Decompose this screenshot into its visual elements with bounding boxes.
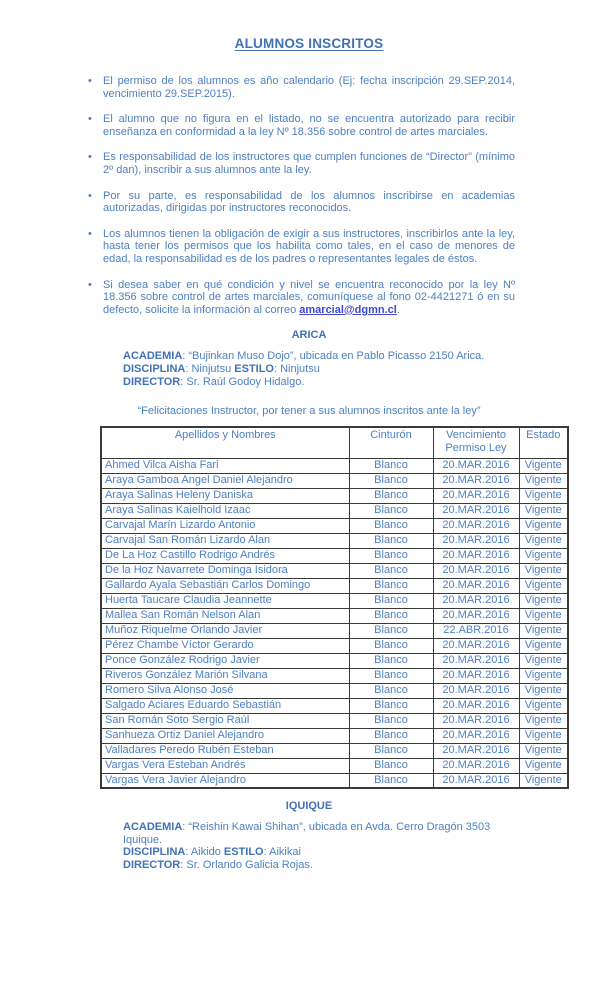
cell-name: Valladares Peredo Rubén Esteban <box>101 743 349 758</box>
disciplina-label: DISCIPLINA <box>123 846 186 859</box>
cell-name: Riveros González Marión Silvana <box>101 668 349 683</box>
cell-name: San Román Soto Sergio Raúl <box>101 713 349 728</box>
cell-name: Araya Salinas Heleny Daniska <box>101 488 349 503</box>
cell-status: Vigente <box>519 563 568 578</box>
cell-name: Sanhueza Ortiz Daniel Alejandro <box>101 728 349 743</box>
bullet-item: • Los alumnos tienen la obligación de exigir a sus instructores, inscribirlos ante la ley, hasta tener los permisos que los habilita como tales, en el caso de menores de edad, la responsabilidad es de los padres o representantes legales de éstos. <box>103 228 515 266</box>
cell-expiry: 20.MAR.2016 <box>433 728 519 743</box>
director-text: : Sr. Orlando Galicia Rojas. <box>180 858 313 871</box>
table-row <box>101 653 568 668</box>
cell-belt: Blanco <box>349 758 433 773</box>
disciplina-text: : Aikido <box>185 846 224 859</box>
estilo-text: : Ninjutsu <box>274 362 320 375</box>
cell-name: Vargas Vera Javier Alejandro <box>101 773 349 788</box>
table-row <box>101 683 568 698</box>
table-row <box>101 713 568 728</box>
estilo-label: ESTILO <box>234 362 274 375</box>
col-header-vencimiento: Vencimiento Permiso Ley <box>433 427 519 458</box>
table-row <box>101 503 568 518</box>
cell-expiry: 20.MAR.2016 <box>433 773 519 788</box>
director-line <box>123 376 515 389</box>
cell-expiry: 20.MAR.2016 <box>433 743 519 758</box>
cell-status: Vigente <box>519 638 568 653</box>
cell-belt: Blanco <box>349 713 433 728</box>
col-header-estado: Estado <box>519 427 568 458</box>
cell-belt: Blanco <box>349 638 433 653</box>
cell-expiry: 20.MAR.2016 <box>433 593 519 608</box>
table-row <box>101 698 568 713</box>
cell-status: Vigente <box>519 473 568 488</box>
cell-name: De la Hoz Navarrete Dominga Isidora <box>101 563 349 578</box>
cell-belt: Blanco <box>349 563 433 578</box>
table-row <box>101 473 568 488</box>
cell-belt: Blanco <box>349 668 433 683</box>
section-heading-arica: ARICA <box>291 329 327 342</box>
table-row <box>101 608 568 623</box>
cell-belt: Blanco <box>349 683 433 698</box>
cell-belt: Blanco <box>349 653 433 668</box>
bullet-list <box>103 75 515 316</box>
cell-expiry: 20.MAR.2016 <box>433 683 519 698</box>
cell-belt: Blanco <box>349 698 433 713</box>
cell-name: Vargas Vera Esteban Andrés <box>101 758 349 773</box>
cell-name: Araya Gamboa Angel Daniel Alejandro <box>101 473 349 488</box>
table-row <box>101 638 568 653</box>
cell-belt: Blanco <box>349 728 433 743</box>
academy-info-iquique <box>123 821 515 871</box>
cell-status: Vigente <box>519 518 568 533</box>
cell-expiry: 20.MAR.2016 <box>433 758 519 773</box>
bullet-text: Si desea saber en qué condición y nivel se encuentra reconocido por la ley Nº 18.356 sobre control de artes marciales, comuníquese al fono 02-4421271 ó en su defecto, solicite la información al correo <box>103 278 515 316</box>
estilo-label: ESTILO <box>223 846 264 859</box>
cell-status: Vigente <box>519 593 568 608</box>
bullet-item: • El alumno que no figura en el listado, no se encuentra autorizado para recibir enseñanza en conformidad a la ley Nº 18.356 sobre control de artes marciales. <box>103 113 515 138</box>
cell-belt: Blanco <box>349 608 433 623</box>
table-row <box>101 758 568 773</box>
bullet-text: . <box>396 303 400 316</box>
cell-belt: Blanco <box>349 623 433 638</box>
table-row <box>101 563 568 578</box>
academia-label: ACADEMIA <box>123 350 183 363</box>
cell-name: Romero Silva Alonso José <box>101 683 349 698</box>
cell-status: Vigente <box>519 488 568 503</box>
cell-expiry: 20.MAR.2016 <box>433 503 519 518</box>
cell-expiry: 20.MAR.2016 <box>433 563 519 578</box>
table-header-row <box>101 427 568 458</box>
cell-status: Vigente <box>519 623 568 638</box>
cell-name: Muñoz Riquelme Orlando Javier <box>101 623 349 638</box>
cell-name: Araya Salinas Kaielhold Izaac <box>101 503 349 518</box>
table-row <box>101 743 568 758</box>
academia-label: ACADEMIA <box>123 821 183 834</box>
cell-status: Vigente <box>519 533 568 548</box>
table-row <box>101 773 568 788</box>
table-row <box>101 488 568 503</box>
cell-status: Vigente <box>519 683 568 698</box>
cell-expiry: 20.MAR.2016 <box>433 533 519 548</box>
students-table-arica <box>100 426 569 789</box>
cell-status: Vigente <box>519 743 568 758</box>
cell-belt: Blanco <box>349 773 433 788</box>
cell-name: Gallardo Ayala Sebastián Carlos Domingo <box>101 578 349 593</box>
table-row <box>101 728 568 743</box>
cell-belt: Blanco <box>349 458 433 473</box>
academia-line <box>123 821 515 846</box>
table-row <box>101 458 568 473</box>
cell-belt: Blanco <box>349 593 433 608</box>
cell-status: Vigente <box>519 578 568 593</box>
cell-name: Carvajal Marín Lizardo Antonio <box>101 518 349 533</box>
cell-expiry: 20.MAR.2016 <box>433 578 519 593</box>
table-row <box>101 668 568 683</box>
table-row <box>101 623 568 638</box>
academia-line <box>123 350 515 363</box>
cell-expiry: 20.MAR.2016 <box>433 548 519 563</box>
cell-status: Vigente <box>519 668 568 683</box>
academy-info-arica <box>123 350 515 388</box>
cell-expiry: 20.MAR.2016 <box>433 668 519 683</box>
estilo-text: : Aikikai <box>263 846 301 859</box>
cell-expiry: 20.MAR.2016 <box>433 653 519 668</box>
cell-belt: Blanco <box>349 533 433 548</box>
instructor-quote: “Felicitaciones Instructor, por tener a sus alumnos inscritos ante la ley” <box>137 405 481 418</box>
cell-name: Huerta Taucare Claudia Jeannette <box>101 593 349 608</box>
director-label: DIRECTOR <box>123 858 181 871</box>
cell-name: Ahmed Vilca Aisha Fari <box>101 458 349 473</box>
cell-expiry: 22.ABR.2016 <box>433 623 519 638</box>
cell-expiry: 20.MAR.2016 <box>433 518 519 533</box>
disciplina-text: : Ninjutsu <box>185 362 235 375</box>
cell-expiry: 20.MAR.2016 <box>433 473 519 488</box>
bullet-item: • El permiso de los alumnos es año calendario (Ej: fecha inscripción 29.SEP.2014, vencimiento 29.SEP.2015). <box>103 75 515 100</box>
cell-name: Mallea San Román Nelson Alan <box>101 608 349 623</box>
table-body <box>101 458 568 788</box>
col-header-nombres: Apellidos y Nombres <box>101 427 349 458</box>
director-line <box>123 859 515 872</box>
cell-expiry: 20.MAR.2016 <box>433 458 519 473</box>
cell-expiry: 20.MAR.2016 <box>433 608 519 623</box>
page-title: ALUMNOS INSCRITOS <box>234 36 384 51</box>
cell-status: Vigente <box>519 608 568 623</box>
cell-status: Vigente <box>519 728 568 743</box>
bullet-item: • Por su parte, es responsabilidad de los alumnos inscribirse en academias autorizadas, dirigidas por instructores reconocidos. <box>103 190 515 215</box>
director-label: DIRECTOR <box>123 375 181 388</box>
cell-belt: Blanco <box>349 578 433 593</box>
cell-status: Vigente <box>519 548 568 563</box>
cell-status: Vigente <box>519 503 568 518</box>
cell-belt: Blanco <box>349 503 433 518</box>
cell-name: Carvajal San Román Lizardo Alan <box>101 533 349 548</box>
cell-status: Vigente <box>519 458 568 473</box>
cell-belt: Blanco <box>349 743 433 758</box>
cell-status: Vigente <box>519 653 568 668</box>
cell-belt: Blanco <box>349 548 433 563</box>
cell-status: Vigente <box>519 758 568 773</box>
director-text: : Sr. Raúl Godoy Hidalgo. <box>180 375 305 388</box>
cell-expiry: 20.MAR.2016 <box>433 638 519 653</box>
cell-belt: Blanco <box>349 473 433 488</box>
cell-status: Vigente <box>519 773 568 788</box>
table-row <box>101 533 568 548</box>
table-row <box>101 518 568 533</box>
cell-name: Salgado Aciares Eduardo Sebastián <box>101 698 349 713</box>
academia-text: : “Reishin Kawai Shihan”, ubicada en Avda. Cerro Dragón 3503 Iquique. <box>123 821 491 846</box>
cell-name: Pérez Chambe Víctor Gerardo <box>101 638 349 653</box>
cell-expiry: 20.MAR.2016 <box>433 488 519 503</box>
cell-belt: Blanco <box>349 518 433 533</box>
section-heading-iquique: IQUIQUE <box>285 800 333 813</box>
bullet-item <box>103 279 515 317</box>
cell-expiry: 20.MAR.2016 <box>433 713 519 728</box>
table-head <box>101 427 568 458</box>
disciplina-line <box>123 363 515 376</box>
col-header-cinturon: Cinturón <box>349 427 433 458</box>
cell-expiry: 20.MAR.2016 <box>433 698 519 713</box>
disciplina-line <box>123 846 515 859</box>
cell-status: Vigente <box>519 713 568 728</box>
email-link[interactable]: amarcial@dgmn.cl <box>299 303 397 316</box>
table-row <box>101 548 568 563</box>
cell-status: Vigente <box>519 698 568 713</box>
cell-belt: Blanco <box>349 488 433 503</box>
disciplina-label: DISCIPLINA <box>123 362 186 375</box>
cell-name: De La Hoz Castillo Rodrigo Andrés <box>101 548 349 563</box>
bullet-item: • Es responsabilidad de los instructores que cumplen funciones de “Director” (mínimo 2º dan), inscribir a sus alumnos ante la ley. <box>103 151 515 176</box>
academia-text: : “Bujinkan Muso Dojo”, ubicada en Pablo Picasso 2150 Arica. <box>182 350 485 363</box>
table-row <box>101 593 568 608</box>
cell-name: Ponce González Rodrigo Javier <box>101 653 349 668</box>
table-row <box>101 578 568 593</box>
